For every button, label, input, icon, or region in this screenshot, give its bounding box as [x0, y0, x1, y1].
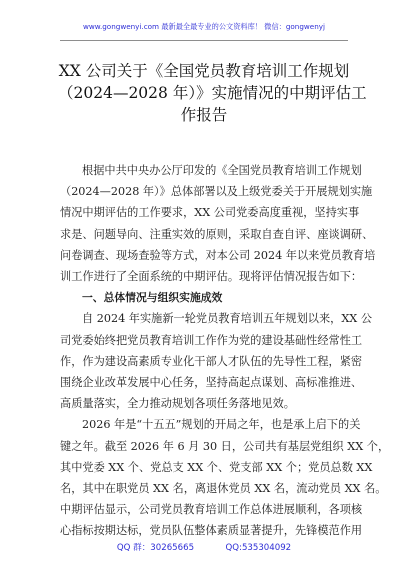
header-divider	[60, 40, 348, 41]
paragraph-line: 中期评估显示，公司党员教育培训工作总体进展顺利，各项核	[60, 503, 363, 517]
intro-line: 问卷调查、现场查验等方式，对本公司 2024 年以来党员教育培	[60, 248, 376, 262]
section-heading-text: 一、总体情况与组织实施成效	[82, 291, 223, 305]
intro-line: （2024—2028 年）》总体部署以及上级党委关于开展规划实施	[60, 185, 373, 199]
paragraph-line: 司党委始终把党员教育培训工作作为党的建设基础性经常性工	[60, 333, 363, 347]
intro-paragraph	[60, 160, 376, 287]
paragraph-line: 2026 年是“十五五”规划的开局之年，也是承上启下的关	[82, 418, 361, 432]
title-line-3: 作报告	[180, 106, 228, 124]
intro-line: 情况中期评估的工作要求，XX 公司党委高度重视，坚持实事	[60, 206, 360, 220]
website-banner	[60, 22, 348, 36]
paragraph-line: 键之年。截至 2026 年 6 月 30 日，公司共有基层党组织 XX 个，	[60, 439, 390, 453]
qq-text: QQ:535304092	[225, 543, 292, 553]
document-title	[58, 60, 367, 126]
qq-group-text: QQ 群：30265665	[116, 543, 195, 553]
title-line-2: （2024—2028 年）》实施情况的中期评估工	[58, 84, 367, 102]
paragraph-line: 作，作为建设高素质专业化干部人才队伍的先导性工程，紧密	[60, 354, 363, 368]
paragraph-2	[60, 308, 373, 414]
intro-line: 根据中共中央办公厅印发的《全国党员教育培训工作规划	[82, 164, 362, 177]
document-body	[60, 160, 390, 542]
paragraph-line: 名，其中在职党员 XX 名，离退休党员 XX 名，流动党员 XX 名。	[60, 482, 387, 496]
intro-line: 训工作进行了全面系统的中期评估。现将评估情况报告如下：	[60, 270, 363, 284]
title-line-1: XX 公司关于《全国党员教育培训工作规划	[58, 62, 350, 80]
paragraph-line: 围绕企业改革发展中心任务，坚持高起点谋划、高标准推进、	[60, 376, 363, 390]
paragraph-line: 高质量落实，全力推动规划各项任务落地见效。	[60, 397, 295, 411]
intro-line: 求是、问题导向、注重实效的原则，采取自查自评、座谈调研、	[60, 227, 374, 241]
contact-footer	[60, 541, 348, 553]
website-banner-text: www.gongwenyi.com 最新最全最专业的公文资料库！ 微信：gongwenyj	[82, 22, 326, 31]
section-heading-1	[60, 287, 360, 308]
paragraph-line: 自 2024 年实施新一轮党员教育培训五年规划以来，XX 公	[82, 312, 373, 326]
paragraph-3	[60, 414, 390, 541]
paragraph-line: 心指标按期达标，党员队伍整体素质显著提升，先锋模范作用	[60, 524, 363, 538]
paragraph-line: 其中党委 XX 个、党总支 XX 个、党支部 XX 个；党员总数 XX	[60, 460, 373, 474]
